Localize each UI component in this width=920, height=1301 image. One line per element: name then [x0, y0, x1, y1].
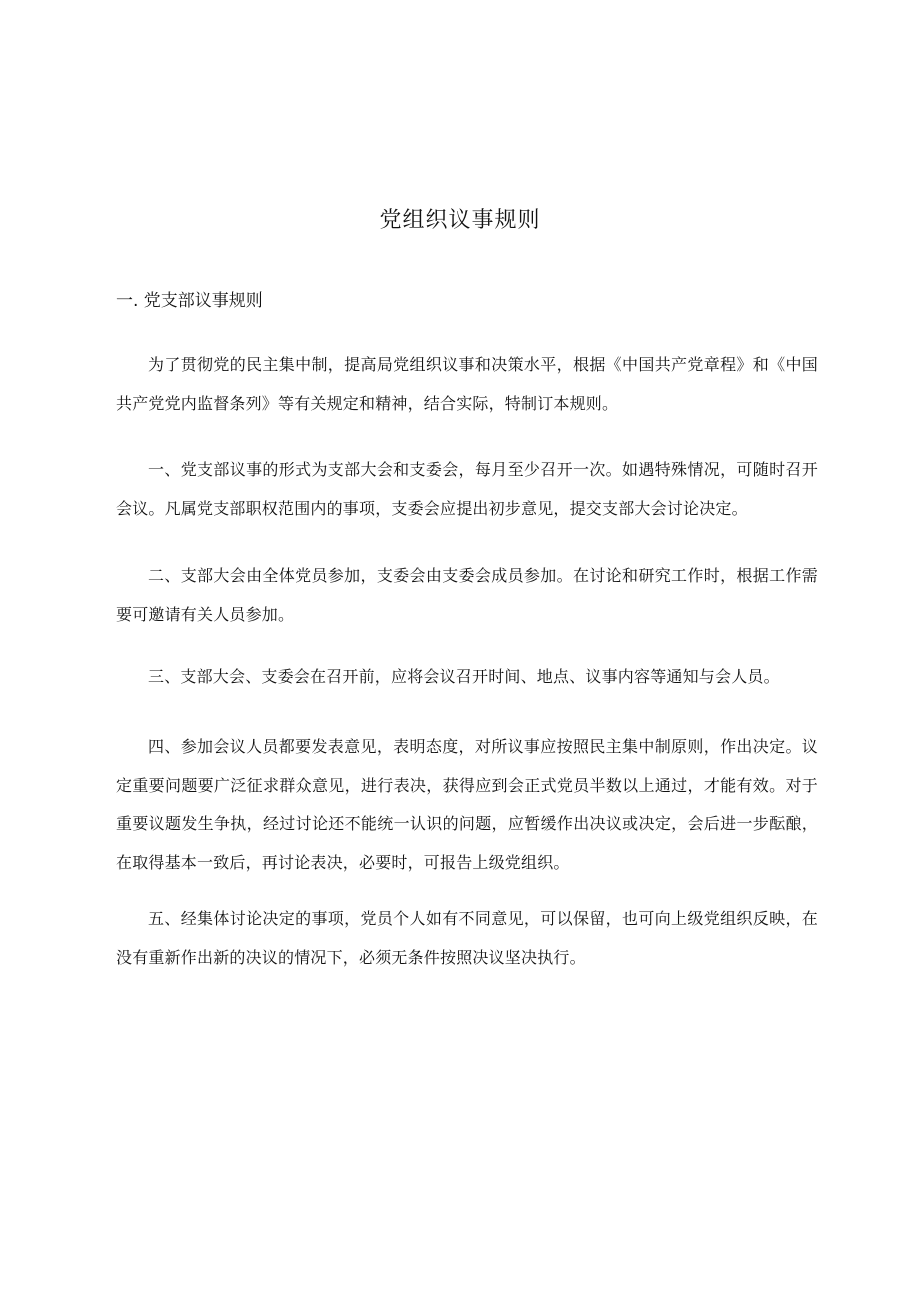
rule-paragraph-5: 五、经集体讨论决定的事项，党员个人如有不同意见，可以保留，也可向上级党组织反映，在没有重新作出新的决议的情况下，必须无条件按照决议坚决执行。	[116, 909, 818, 967]
section-heading: 一. 党支部议事规则	[116, 291, 263, 311]
rule-paragraph-3: 三、支部大会、支委会在召开前，应将会议召开时间、地点、议事内容等通知与会人员。	[148, 667, 780, 686]
document-title: 党组织议事规则	[379, 208, 541, 233]
rule-paragraph-1: 一、党支部议事的形式为支部大会和支委会，每月至少召开一次。如遇特殊情况，可随时召开会议。凡属党支部职权范围内的事项，支委会应提出初步意见，提交支部大会讨论决定。	[116, 460, 818, 518]
rule-paragraph-2: 二、支部大会由全体党员参加，支委会由支委会成员参加。在讨论和研究工作时，根据工作需要可邀请有关人员参加。	[116, 566, 818, 624]
intro-paragraph: 为了贯彻党的民主集中制，提高局党组织议事和决策水平，根据《中国共产党章程》和《中国共产党党内监督条列》等有关规定和精神，结合实际，特制订本规则。	[116, 355, 818, 413]
rule-paragraph-4: 四、参加会议人员都要发表意见，表明态度，对所议事应按照民主集中制原则，作出决定。议定重要问题要广泛征求群众意见，进行表决，获得应到会正式党员半数以上通过，才能有效。对于重要议题发生争执，经过讨论还不能统一认识的问题，应暂缓作出决议或决定，会后进一步酝酿，在取得基本一致后，再讨论表决，必要时，可报告上级党组织。	[116, 737, 818, 872]
